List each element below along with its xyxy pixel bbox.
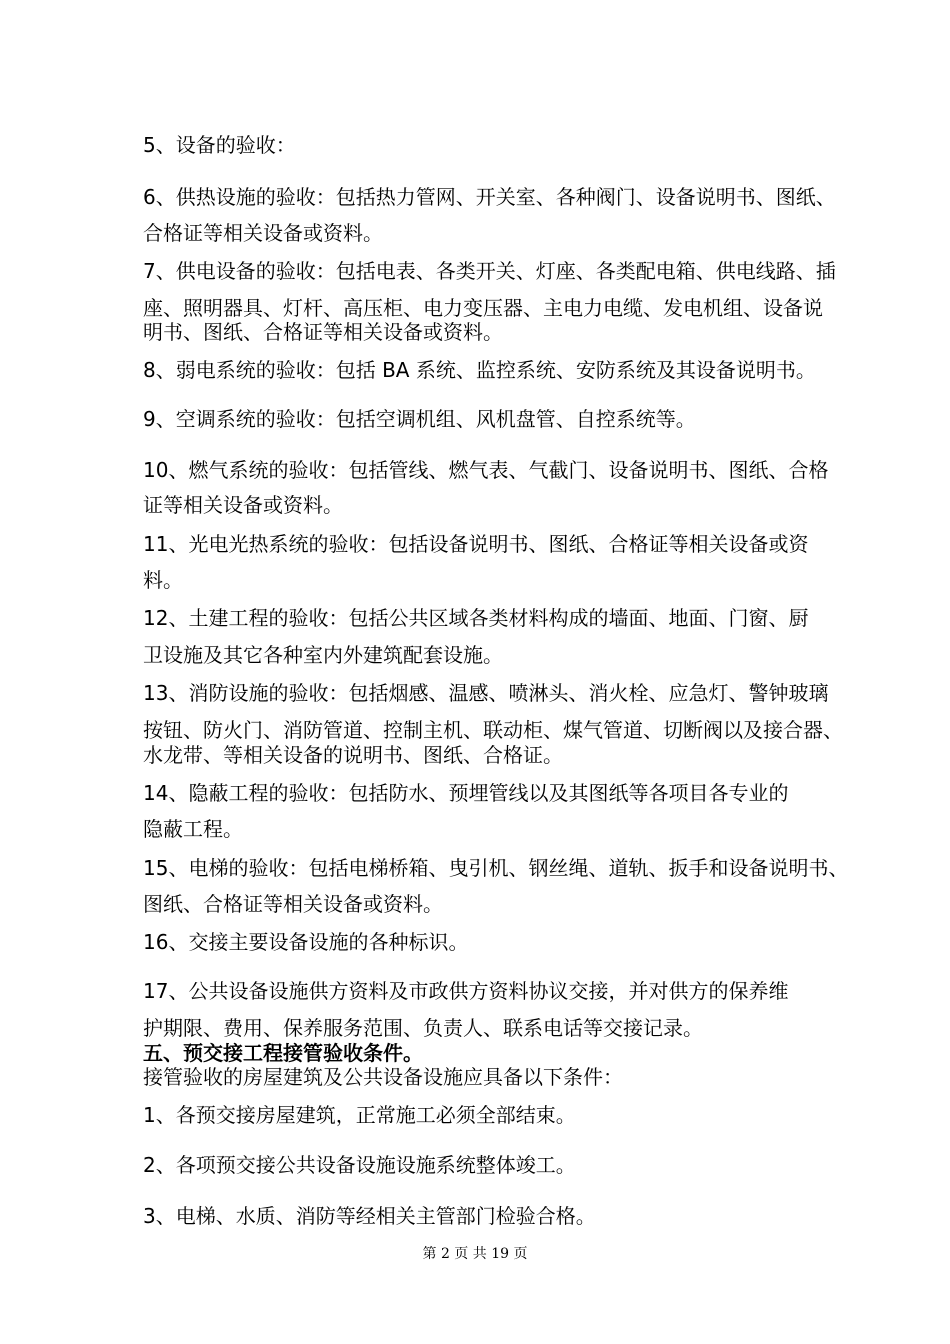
text-line: 座、照明器具、灯杆、高压柜、电力变压器、主电力电缆、发电机组、设备说	[143, 296, 823, 320]
section-heading: 五、预交接工程接管验收条件。	[143, 1041, 423, 1065]
text-line: 3、电梯、水质、消防等经相关主管部门检验合格。	[143, 1204, 596, 1228]
text-line: 合格证等相关设备或资料。	[143, 221, 383, 245]
text-line: 明书、图纸、合格证等相关设备或资料。	[143, 320, 503, 344]
text-line: 水龙带、等相关设备的说明书、图纸、合格证。	[143, 743, 563, 767]
text-line: 图纸、合格证等相关设备或资料。	[143, 892, 443, 916]
text-line: 11、光电光热系统的验收：包括设备说明书、图纸、合格证等相关设备或资	[143, 532, 809, 556]
text-line: 14、隐蔽工程的验收：包括防水、预埋管线以及其图纸等各项目各专业的	[143, 781, 789, 805]
text-line: 15、电梯的验收：包括电梯桥箱、曳引机、钢丝绳、道轨、扳手和设备说明书、	[143, 856, 849, 880]
text-line: 12、土建工程的验收：包括公共区域各类材料构成的墙面、地面、门窗、厨	[143, 606, 809, 630]
text-line: 料。	[143, 568, 183, 592]
text-line: 9、空调系统的验收：包括空调机组、风机盘管、自控系统等。	[143, 407, 696, 431]
text-line: 护期限、费用、保养服务范围、负责人、联系电话等交接记录。	[143, 1016, 703, 1040]
text-line: 10、燃气系统的验收：包括管线、燃气表、气截门、设备说明书、图纸、合格	[143, 458, 829, 482]
text-line: 2、各项预交接公共设备设施设施系统整体竣工。	[143, 1153, 576, 1177]
text-line: 13、消防设施的验收：包括烟感、温感、喷淋头、消火栓、应急灯、警钟玻璃	[143, 681, 829, 705]
text-line: 1、各预交接房屋建筑，正常施工必须全部结束。	[143, 1103, 576, 1127]
page-footer: 第 2 页 共 19 页	[422, 1246, 528, 1262]
text-line: 8、弱电系统的验收：包括 BA 系统、监控系统、安防系统及其设备说明书。	[143, 358, 816, 382]
text-line: 接管验收的房屋建筑及公共设备设施应具备以下条件：	[143, 1065, 623, 1089]
text-line: 隐蔽工程。	[143, 817, 243, 841]
text-line: 卫设施及其它各种室内外建筑配套设施。	[143, 643, 503, 667]
text-line: 6、供热设施的验收：包括热力管网、开关室、各种阀门、设备说明书、图纸、	[143, 185, 836, 209]
text-line: 17、公共设备设施供方资料及市政供方资料协议交接，并对供方的保养维	[143, 979, 789, 1003]
text-line: 7、供电设备的验收：包括电表、各类开关、灯座、各类配电箱、供电线路、插	[143, 259, 836, 283]
text-line: 证等相关设备或资料。	[143, 493, 343, 517]
text-line: 5、设备的验收：	[143, 133, 296, 157]
text-line: 按钮、防火门、消防管道、控制主机、联动柜、煤气管道、切断阀以及接合器、	[143, 718, 843, 742]
text-line: 16、交接主要设备设施的各种标识。	[143, 930, 469, 954]
